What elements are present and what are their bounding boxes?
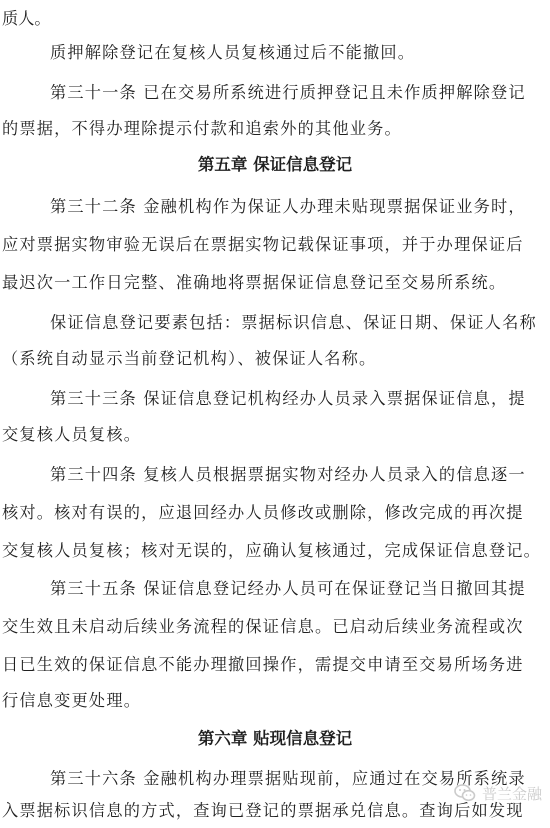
chapter-5-heading: 第五章 保证信息登记: [197, 155, 353, 174]
article-36-line: 第三十六条 金融机构办理票据贴现前，应通过在交易所系统录: [50, 769, 526, 788]
article-35-line: 第三十五条 保证信息登记经办人员可在保证登记当日撤回其提: [50, 579, 526, 598]
watermark: [454, 780, 542, 806]
article-31-line: 第三十一条 已在交易所系统进行质押登记且未作质押解除登记: [50, 83, 526, 102]
paragraph-line: （系统自动显示当前登记机构）、被保证人名称。: [2, 349, 377, 368]
paragraph-line: 入票据标识信息的方式，查询已登记的票据承兑信息。查询后如发现: [2, 801, 524, 820]
paragraph-line: 保证信息登记要素包括：票据标识信息、保证日期、保证人名称: [50, 313, 537, 332]
paragraph-line: 应对票据实物审验无误后在票据实物记载保证事项，并于办理保证后: [2, 235, 524, 254]
article-32-line: 第三十二条 金融机构作为保证人办理未贴现票据保证业务时，: [50, 197, 526, 216]
wechat-icon: [454, 783, 476, 803]
article-34-line: 第三十四条 复核人员根据票据实物对经办人员录入的信息逐一: [50, 465, 526, 484]
watermark-text: 普兰金融: [481, 784, 542, 803]
paragraph-line: 核对。核对有误的，应退回经办人员修改或删除，修改完成的再次提: [2, 503, 524, 522]
paragraph-line: 交复核人员复核；核对无误的，应确认复核通过，完成保证信息登记。: [2, 541, 542, 560]
paragraph-line: 质人。: [2, 9, 51, 28]
paragraph-line: 质押解除登记在复核人员复核通过后不能撤回。: [50, 43, 416, 62]
chapter-6-heading: 第六章 贴现信息登记: [197, 729, 353, 748]
paragraph-line: 的票据，不得办理除提示付款和追索外的其他业务。: [2, 119, 402, 138]
paragraph-line: 日已生效的保证信息不能办理撤回操作，需提交申请至交易所场务进: [2, 655, 524, 674]
paragraph-line: 行信息变更处理。: [2, 691, 142, 710]
article-33-line: 第三十三条 保证信息登记机构经办人员录入票据保证信息，提: [50, 389, 526, 408]
paragraph-line: 交复核人员复核。: [2, 425, 142, 444]
paragraph-line: 最迟次一工作日完整、准确地将票据保证信息登记至交易所系统。: [2, 273, 507, 292]
paragraph-line: 交生效且未启动后续业务流程的保证信息。已启动后续业务流程或次: [2, 617, 524, 636]
